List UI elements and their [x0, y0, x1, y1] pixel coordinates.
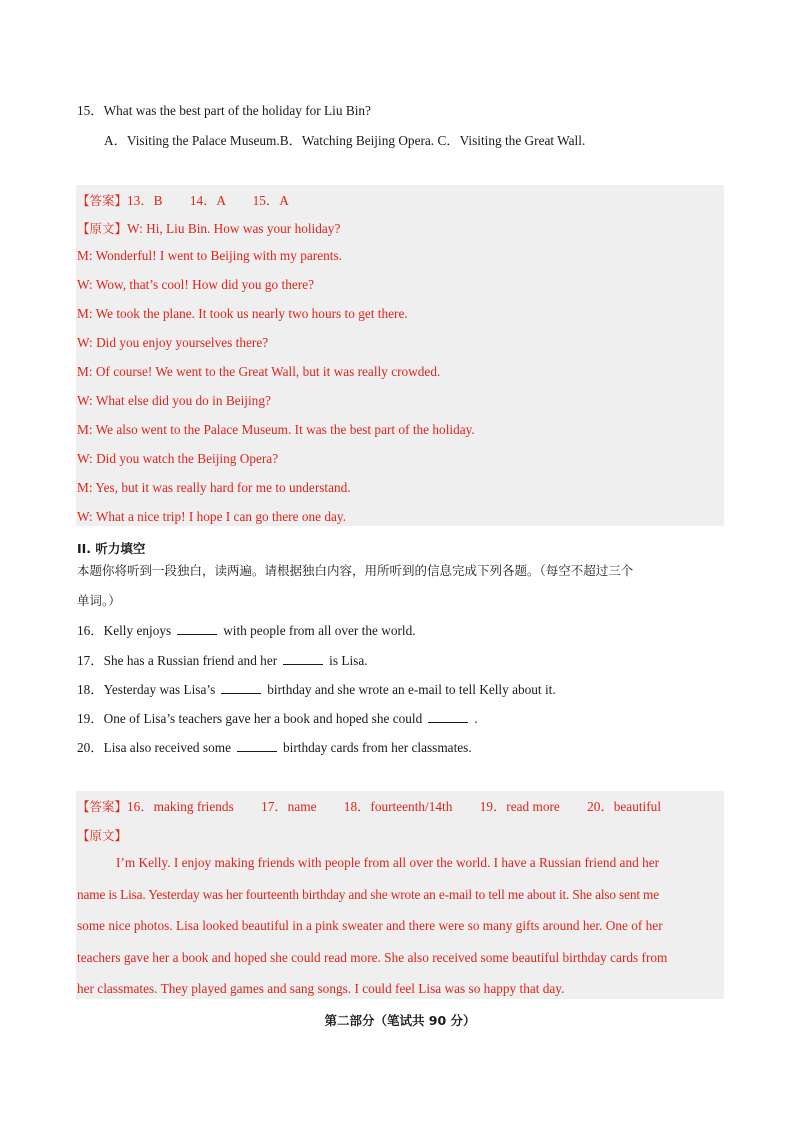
part-2-title: 第二部分（笔试共 90 分）: [324, 1013, 476, 1028]
section-2-instructions-1: 本题你将听到一段独白，读两遍。请根据独白内容，用所听到的信息完成下列各题。（每空不超过三个: [77, 563, 634, 578]
transcript-2-line-4: teachers gave her a book and hoped she could read more. She also received some beautiful birthday cards from: [77, 950, 668, 965]
question-16-text-end: with people from all over the world.: [223, 623, 416, 638]
transcript-1-line-1: [77, 219, 340, 237]
question-20-text-end: birthday cards from her classmates.: [282, 740, 472, 755]
question-18: [77, 679, 556, 698]
transcript-1-line-4: M: We took the plane. It took us nearly two hours to get there.: [77, 306, 408, 321]
answer-2-line: [77, 796, 661, 815]
question-18-text: 18．Yesterday was Lisa’s: [77, 682, 216, 697]
transcript-2-line-3: some nice photos. Lisa looked beautiful in a pink sweater and there were so many gifts around her. One of her: [77, 918, 663, 933]
question-20: [77, 737, 472, 756]
section-2-title-text: II. 听力填空: [77, 541, 146, 556]
transcript-1-line-10: M: Yes, but it was really hard for me to understand.: [77, 480, 351, 495]
question-18-text-end: birthday and she wrote an e-mail to tell Kelly about it.: [267, 682, 556, 697]
transcript-1-line-5: W: Did you enjoy yourselves there?: [77, 335, 269, 350]
question-15: 15．What was the best part of the holiday for Liu Bin?: [77, 103, 371, 118]
question-16-text: 16．Kelly enjoys: [77, 623, 172, 638]
answer-14: 14．A: [189, 193, 226, 208]
answer-13: 13．B: [127, 193, 163, 208]
answer-15: 15．A: [252, 193, 289, 208]
answer-blank: [177, 623, 217, 635]
transcript-label: 【原文】: [77, 828, 128, 843]
question-17-text-end: is Lisa.: [329, 653, 368, 668]
question-19-text: 19．One of Lisa’s teachers gave her a book and hoped she could: [77, 711, 423, 726]
transcript-2-line-2: name is Lisa. Yesterday was her fourteenth birthday and she wrote an e-mail to tell me about it. She also sent me: [77, 887, 659, 902]
answer-20: 20．beautiful: [587, 799, 662, 814]
question-20-text: 20．Lisa also received some: [77, 740, 231, 755]
answer-1-line: [77, 190, 289, 209]
transcript-2-label: [77, 826, 127, 844]
answer-17: 17．name: [261, 799, 317, 814]
question-15-options: A．Visiting the Palace Museum.B．Watching Beijing Opera. C．Visiting the Great Wall.: [104, 133, 586, 148]
answer-19: 19．read more: [479, 799, 560, 814]
question-17: [77, 650, 368, 669]
question-19-text-end: .: [474, 711, 478, 726]
answer-blank: [283, 653, 323, 665]
transcript-1-line-3: W: Wow, that’s cool! How did you go there?: [77, 277, 314, 292]
question-17-text: 17．She has a Russian friend and her: [77, 653, 278, 668]
question-16: [77, 620, 416, 639]
transcript-2-line-1: I’m Kelly. I enjoy making friends with people from all over the world. I have a Russian friend and her: [116, 855, 660, 870]
answer-label: 【答案】: [77, 193, 128, 208]
answer-18: 18．fourteenth/14th: [343, 799, 453, 814]
transcript-1-line-7: W: What else did you do in Beijing?: [77, 393, 271, 408]
transcript-1-line-6: M: Of course! We went to the Great Wall, but it was really crowded.: [77, 364, 441, 379]
transcript-label: 【原文】: [77, 221, 128, 236]
answer-16: 16．making friends: [127, 799, 234, 814]
answer-label: 【答案】: [77, 799, 128, 814]
transcript-1-line-9: W: Did you watch the Beijing Opera?: [77, 451, 279, 466]
section-2-instructions-2: 单词。）: [77, 593, 121, 608]
section-2-title: [77, 539, 145, 557]
transcript-1-line-2: M: Wonderful! I went to Beijing with my parents.: [77, 248, 342, 263]
transcript-1-line-8: M: We also went to the Palace Museum. It was the best part of the holiday.: [77, 422, 475, 437]
answer-blank: [237, 740, 277, 752]
answer-blank: [221, 682, 261, 694]
answer-blank: [428, 711, 468, 723]
transcript-2-line-5: her classmates. They played games and sang songs. I could feel Lisa was so happy that day.: [77, 981, 565, 996]
transcript-1-line-11: W: What a nice trip! I hope I can go there one day.: [77, 509, 347, 524]
question-19: [77, 708, 478, 727]
transcript-text: W: Hi, Liu Bin. How was your holiday?: [127, 221, 341, 236]
